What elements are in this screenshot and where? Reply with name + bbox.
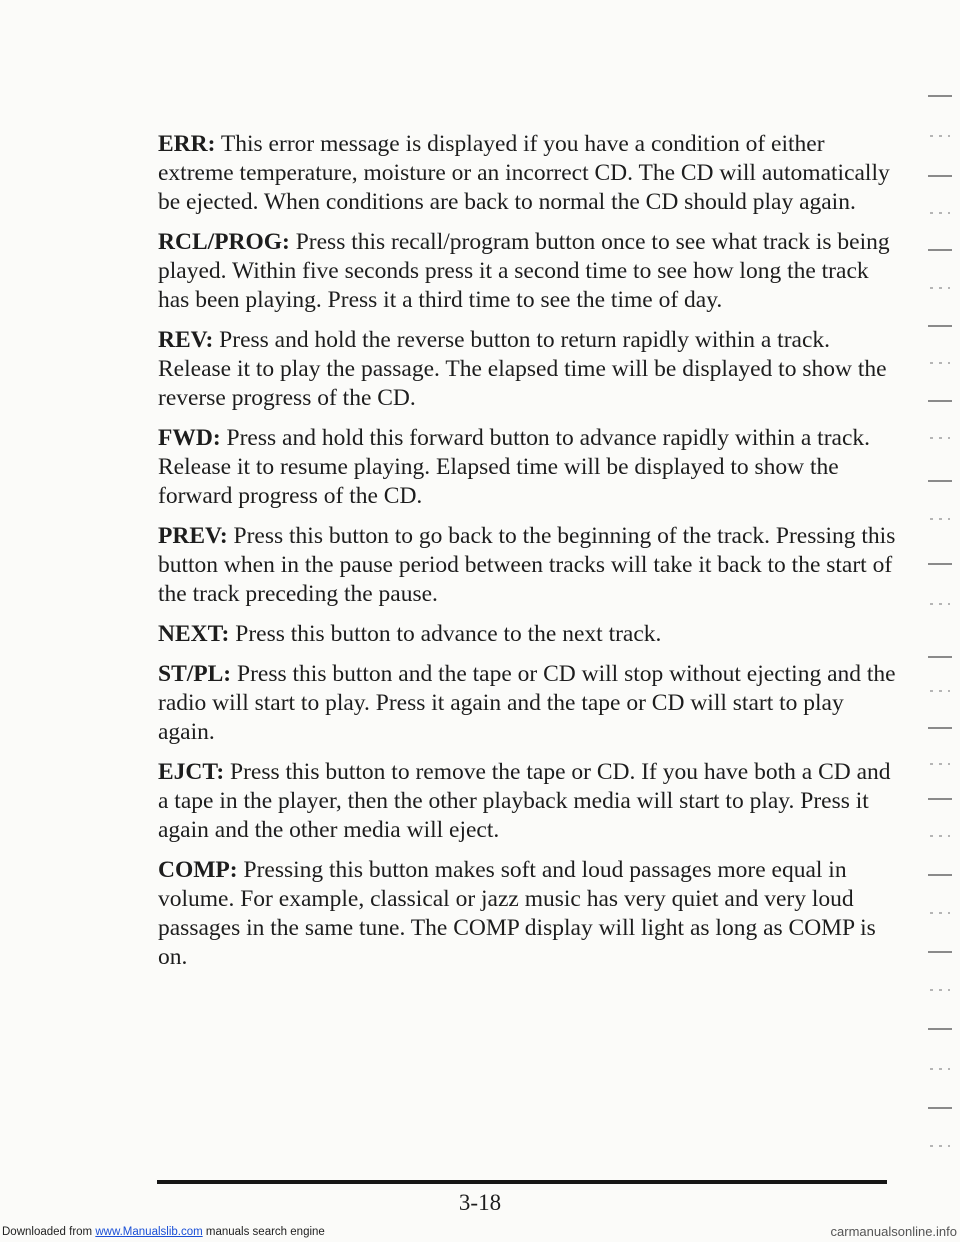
entry-text: Press this button to remove the tape or CD. If you have both a CD and a tape in the player, then the other playback media will start to play. Press it again and the other media will eject. bbox=[158, 759, 891, 843]
edge-mark bbox=[930, 212, 950, 214]
entry-text: This error message is displayed if you have a condition of either extreme temperature, moisture or an incorrect CD. The CD will automatically be ejected. When conditions are back to normal the CD should play again. bbox=[158, 131, 890, 215]
credit-suffix: manuals search engine bbox=[202, 1226, 325, 1238]
entry-next bbox=[158, 620, 898, 649]
edge-mark bbox=[930, 835, 950, 837]
entry-term: ERR: bbox=[158, 131, 216, 157]
entry-term: REV: bbox=[158, 327, 214, 353]
manualslib-link[interactable]: www.Manualslib.com bbox=[95, 1226, 203, 1238]
entry-text: Press this button to advance to the next track. bbox=[235, 621, 662, 647]
edge-mark bbox=[930, 1068, 950, 1070]
entry-term: COMP: bbox=[158, 857, 238, 883]
edge-mark bbox=[928, 563, 952, 565]
entry-text: Pressing this button makes soft and loud passages more equal in volume. For example, classical or jazz music has very quiet and very loud passages in the same tune. The COMP display will light as long as COMP is on. bbox=[158, 857, 876, 970]
edge-mark bbox=[930, 989, 950, 991]
entry-term: FWD: bbox=[158, 425, 221, 451]
entry-rcl-prog bbox=[158, 228, 898, 315]
entry-text: Press and hold the reverse button to return rapidly within a track. Release it to play the passage. The elapsed time will be displayed to show the reverse progress of the CD. bbox=[158, 327, 887, 411]
edge-mark bbox=[930, 912, 950, 914]
entry-text: Press and hold this forward button to advance rapidly within a track. Release it to resume playing. Elapsed time will be displayed to show the forward progress of the CD. bbox=[158, 425, 871, 509]
entry-term: NEXT: bbox=[158, 621, 230, 647]
edge-mark bbox=[930, 518, 950, 520]
edge-mark bbox=[928, 480, 952, 482]
entry-fwd bbox=[158, 424, 898, 511]
entry-term: EJCT: bbox=[158, 759, 225, 785]
edge-mark bbox=[928, 656, 952, 658]
footer-rule bbox=[157, 1180, 887, 1184]
watermark: carmanualsonline.info bbox=[830, 1224, 957, 1239]
edge-mark bbox=[928, 249, 952, 251]
page-number: 3-18 bbox=[458, 1190, 502, 1215]
edge-mark bbox=[930, 362, 950, 364]
entry-rev bbox=[158, 326, 898, 413]
entry-st-pl bbox=[158, 660, 898, 747]
download-credit bbox=[2, 1226, 325, 1238]
edge-mark bbox=[928, 798, 952, 800]
edge-mark bbox=[930, 690, 950, 692]
entry-err bbox=[158, 130, 898, 217]
credit-prefix: Downloaded from bbox=[2, 1226, 96, 1238]
entry-term: ST/PL: bbox=[158, 661, 232, 687]
edge-mark bbox=[930, 287, 950, 289]
entry-term: PREV: bbox=[158, 523, 228, 549]
entry-prev bbox=[158, 522, 898, 609]
edge-mark bbox=[930, 437, 950, 439]
entry-comp bbox=[158, 856, 898, 972]
edge-mark bbox=[930, 603, 950, 605]
page-edge-marks bbox=[922, 95, 956, 1205]
edge-mark bbox=[928, 400, 952, 402]
edge-mark bbox=[928, 1028, 952, 1030]
entry-term: RCL/PROG: bbox=[158, 229, 290, 255]
edge-mark bbox=[928, 727, 952, 729]
edge-mark bbox=[930, 763, 950, 765]
edge-mark bbox=[928, 325, 952, 327]
edge-mark bbox=[930, 1145, 950, 1147]
button-descriptions bbox=[158, 130, 898, 983]
entry-text: Press this recall/program button once to see what track is being played. Within five seconds press it a second time to see how long the track has been playing. Press it a third time to see the time of day. bbox=[158, 229, 890, 313]
entry-text: Press this button and the tape or CD will stop without ejecting and the radio will start to play. Press it again and the tape or CD will start to play again. bbox=[158, 661, 896, 745]
edge-mark bbox=[928, 951, 952, 953]
edge-mark bbox=[930, 135, 950, 137]
entry-text: Press this button to go back to the beginning of the track. Pressing this button when in the pause period between tracks will take it back to the start of the track preceding the pause. bbox=[158, 523, 896, 607]
edge-mark bbox=[928, 1107, 952, 1109]
edge-mark bbox=[928, 95, 952, 97]
entry-ejct bbox=[158, 758, 898, 845]
edge-mark bbox=[928, 874, 952, 876]
edge-mark bbox=[928, 175, 952, 177]
